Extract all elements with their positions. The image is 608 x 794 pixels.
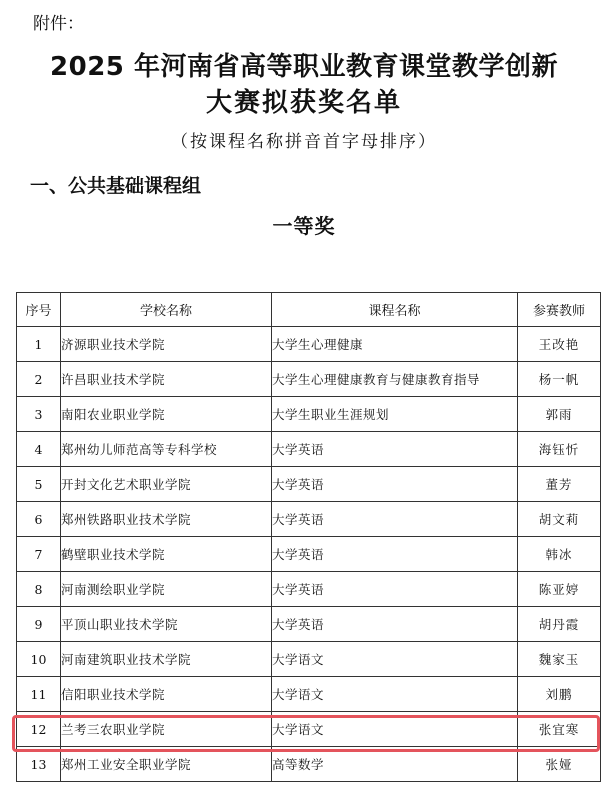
teacher-name: 张宜寒 <box>518 712 601 747</box>
school-name: 南阳农业职业学院 <box>61 397 272 432</box>
table-row <box>17 502 601 537</box>
table-row <box>17 467 601 502</box>
document-subtitle: （按课程名称拼音首字母排序） <box>171 132 437 152</box>
column-header-school: 学校名称 <box>61 293 272 327</box>
course-name: 大学生职业生涯规划 <box>272 397 518 432</box>
column-header-index: 序号 <box>17 293 61 327</box>
course-name: 大学英语 <box>272 537 518 572</box>
school-name: 许昌职业技术学院 <box>61 362 272 397</box>
prize-level-heading: 一等奖 <box>272 214 336 238</box>
row-index: 1 <box>17 327 61 362</box>
school-name: 兰考三农职业学院 <box>61 712 272 747</box>
teacher-name: 海钰忻 <box>518 432 601 467</box>
course-name: 大学英语 <box>272 432 518 467</box>
table-row <box>17 607 601 642</box>
row-index: 6 <box>17 502 61 537</box>
school-name: 郑州幼儿师范高等专科学校 <box>61 432 272 467</box>
table-row <box>17 572 601 607</box>
table-row <box>17 537 601 572</box>
teacher-name: 董芳 <box>518 467 601 502</box>
column-header-course: 课程名称 <box>272 293 518 327</box>
row-index: 5 <box>17 467 61 502</box>
teacher-name: 胡文莉 <box>518 502 601 537</box>
course-name: 大学英语 <box>272 572 518 607</box>
school-name: 济源职业技术学院 <box>61 327 272 362</box>
teacher-name: 胡丹霞 <box>518 607 601 642</box>
school-name: 平顶山职业技术学院 <box>61 607 272 642</box>
attachment-label: 附件： <box>33 14 84 34</box>
row-index: 3 <box>17 397 61 432</box>
table-row <box>17 362 601 397</box>
row-index: 4 <box>17 432 61 467</box>
course-name: 大学语文 <box>272 712 518 747</box>
row-index: 11 <box>17 677 61 712</box>
row-index: 7 <box>17 537 61 572</box>
row-index: 12 <box>17 712 61 747</box>
table-row <box>17 677 601 712</box>
teacher-name: 魏家玉 <box>518 642 601 677</box>
table-row <box>17 642 601 677</box>
course-name: 大学英语 <box>272 467 518 502</box>
table-row <box>17 397 601 432</box>
course-name: 大学生心理健康 <box>272 327 518 362</box>
row-index: 9 <box>17 607 61 642</box>
row-index: 13 <box>17 747 61 782</box>
teacher-name: 杨一帆 <box>518 362 601 397</box>
school-name: 河南建筑职业技术学院 <box>61 642 272 677</box>
school-name: 河南测绘职业学院 <box>61 572 272 607</box>
awards-table <box>16 292 601 782</box>
table-row <box>17 432 601 467</box>
table-row <box>17 712 601 747</box>
course-name: 大学语文 <box>272 677 518 712</box>
teacher-name: 刘鹏 <box>518 677 601 712</box>
table-row <box>17 747 601 782</box>
section-heading: 一、公共基础课程组 <box>30 175 202 197</box>
course-name: 大学英语 <box>272 607 518 642</box>
teacher-name: 陈亚婷 <box>518 572 601 607</box>
school-name: 鹤壁职业技术学院 <box>61 537 272 572</box>
column-header-teacher: 参赛教师 <box>518 293 601 327</box>
document-title-line-2: 大赛拟获奖名单 <box>205 88 402 118</box>
course-name: 大学语文 <box>272 642 518 677</box>
school-name: 信阳职业技术学院 <box>61 677 272 712</box>
teacher-name: 王改艳 <box>518 327 601 362</box>
row-index: 8 <box>17 572 61 607</box>
row-index: 10 <box>17 642 61 677</box>
row-index: 2 <box>17 362 61 397</box>
table-header-row <box>17 293 601 327</box>
teacher-name: 郭雨 <box>518 397 601 432</box>
course-name: 高等数学 <box>272 747 518 782</box>
course-name: 大学英语 <box>272 502 518 537</box>
school-name: 开封文化艺术职业学院 <box>61 467 272 502</box>
teacher-name: 韩冰 <box>518 537 601 572</box>
table-row <box>17 327 601 362</box>
course-name: 大学生心理健康教育与健康教育指导 <box>272 362 518 397</box>
teacher-name: 张娅 <box>518 747 601 782</box>
school-name: 郑州工业安全职业学院 <box>61 747 272 782</box>
school-name: 郑州铁路职业技术学院 <box>61 502 272 537</box>
document-title-line-1: 2025 年河南省高等职业教育课堂教学创新 <box>50 52 558 82</box>
